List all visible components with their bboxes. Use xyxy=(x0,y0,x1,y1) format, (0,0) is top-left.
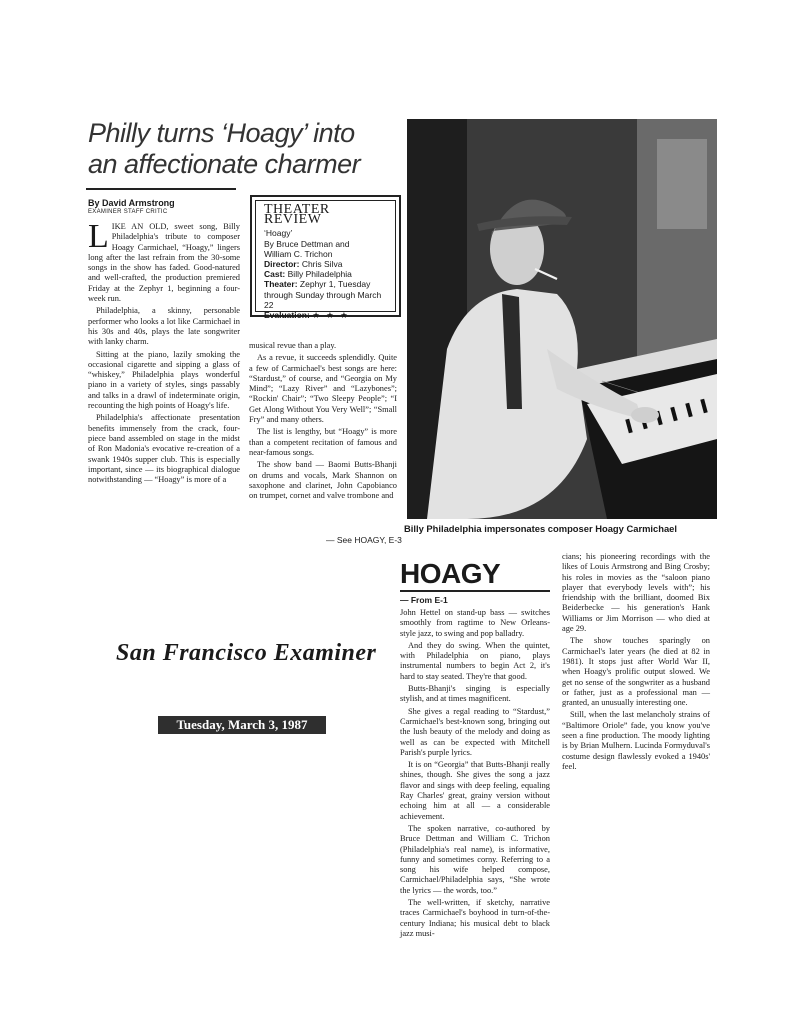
paragraph: Sitting at the piano, lazily smoking the occasional cigarette and sipping a glass of “whiskey,” Philadelphia plays wonderful piano in a variety of styles, sings passably and talks in a drawl of indeterminate origin, recounting the high points of Hoagy's life. xyxy=(88,349,240,411)
article-column-1 xyxy=(88,218,240,487)
review-cast xyxy=(264,269,387,279)
theater-review-box xyxy=(250,195,401,321)
paragraph xyxy=(88,218,240,304)
paragraph: And they do swing. When the quintet, with Philadelphia on piano, plays instrumental numbers to begin Act 2, it's hard to stay seated. They're that good. xyxy=(400,640,550,681)
drop-cap: L xyxy=(88,218,109,255)
review-theater-label: Theater: xyxy=(264,279,298,290)
paragraph-text: IKE AN OLD, sweet song, Billy Philadelphia's tribute to composer Hoagy Carmichael, “Hoagy,” lingers long after the last refrain from the 30-some songs in the show has faded. Good-natured and well-crafted, the production premiered Friday at the Zephyr 1, beginning a four-week run. xyxy=(88,222,240,304)
review-director xyxy=(264,259,387,269)
review-director-label: Director: xyxy=(264,259,300,270)
paragraph: It is on “Georgia” that Butts-Bhanji really shines, though. She gives the song a jazz flavor and sings with deep feeling, equaling Ray Charles' great, grainy version without echoing him at all — a considerable achievement. xyxy=(400,760,550,821)
paragraph: The list is lengthy, but “Hoagy” is more than a competent recitation of famous and near-famous songs. xyxy=(249,427,397,457)
jump-column-a xyxy=(400,608,550,941)
article-column-2 xyxy=(249,341,397,503)
paragraph: She gives a regal reading to “Stardust,” Carmichael's best-known song, bringing out the lush beauty of the melody and doing as well as can be expected with Mitchell Parish's purple lyrics. xyxy=(400,706,550,757)
review-evaluation-label: Evaluation: xyxy=(264,310,310,321)
paragraph: The show band — Baomi Butts-Bhanji on drums and vocals, Mark Shannon on saxophone and clarinet, John Capobianco on trumpet, cornet and valve trombone and xyxy=(249,460,397,501)
headline xyxy=(88,118,408,180)
paragraph: The spoken narrative, co-authored by Bruce Dettman and William C. Trichon (Philadelphia's real name), is informative, funny and sometimes corny. Referring to a song his wife helped compose, Carmichael/Philadelphia says, “She wrote the lyrics — the words, too.” xyxy=(400,823,550,895)
paragraph: musical revue than a play. xyxy=(249,341,337,350)
paragraph: The show touches sparingly on Carmichael's later years (he died at 82 in 1981). It stops just after World War II, when Hoagy's prolific output slowed. We get no sense of the songwriter as a husband or father, just as a professional man — granted, an unusually interesting one. xyxy=(562,636,710,708)
review-theater-value: Zephyr 1, Tuesday through Sunday through March 22 xyxy=(264,279,382,310)
review-stars: ★ ★ ★ xyxy=(312,310,350,321)
paragraph: As a revue, it succeeds splendidly. Quite a few of Carmichael's best songs are here: “Stardust,” of course, and “Georgia on My Mind”; “Lazy River” and “Lazybones”; “Rockin' Chair”; “Two Sleepy People”; “I Get Along Without You Very Well”; “Small Fry” and many others. xyxy=(249,353,397,425)
headline-line-2: an affectionate charmer xyxy=(88,149,361,179)
theater-review-inner xyxy=(255,200,396,321)
publication-date: Tuesday, March 3, 1987 xyxy=(158,716,326,734)
review-writers-2: William C. Trichon xyxy=(264,248,333,259)
review-cast-value: Billy Philadelphia xyxy=(287,269,352,280)
byline-role: EXAMINER STAFF CRITIC xyxy=(88,209,168,215)
paragraph: Still, when the last melancholy strains of “Baltimore Oriole” fade, you know you've seen a fine production. The moody lighting is by Brian Mulhern. Lucinda Formyduval's costume design flawlessly evoked a 1940s' feel. xyxy=(562,710,710,771)
review-title: THEATER REVIEW xyxy=(264,202,330,228)
paragraph: cians; his pioneering recordings with the likes of Louis Armstrong and Bing Crosby; his roles in movies as the “saloon piano player that everybody levels with”; his friendship with the brilliant, doomed Bix Beiderbecke — his generation's Hank Williams or Jim Morrison — who died at age 29. xyxy=(562,552,710,634)
paragraph: Butts-Bhanji's singing is especially stylish, and at times magnificent. xyxy=(400,684,550,704)
jump-column-b xyxy=(562,552,710,774)
photo-caption: Billy Philadelphia impersonates composer Hoagy Carmichael xyxy=(404,523,678,534)
newspaper-masthead: San Francisco Examiner xyxy=(116,640,377,666)
review-director-value: Chris Silva xyxy=(301,259,343,270)
paragraph: Philadelphia, a skinny, personable performer who looks a lot like Carmichael in his 30s and 40s, plays the late songwriter with lanky charm. xyxy=(88,306,240,347)
paragraph: John Hettel on stand-up bass — switches smoothly from ragtime to New Orleans-style jazz, to swing and pop balladry. xyxy=(400,608,550,638)
paragraph: Philadelphia's affectionate presentation benefits immensely from the crack, four-piece band assembled on stage in the midst of Ron Madonia's evocative re-creation of a swank 1940s supper club. This is especially important, since — its biographical dialogue notwithstanding — “Hoagy” is more of a xyxy=(88,413,240,485)
review-writers-1: By Bruce Dettman and xyxy=(264,238,350,249)
headline-line-1: Philly turns ‘Hoagy’ into xyxy=(88,118,355,148)
byline-rule xyxy=(86,188,236,190)
jump-rule xyxy=(400,590,550,592)
review-evaluation xyxy=(264,310,387,320)
review-theater xyxy=(264,279,387,310)
jump-from-line: — From E-1 xyxy=(400,595,448,605)
photo-billy-philadelphia xyxy=(407,119,717,519)
jump-headline: HOAGY xyxy=(400,558,501,589)
review-cast-label: Cast: xyxy=(264,269,286,280)
byline-author: By David Armstrong xyxy=(88,198,175,208)
photo-illustration xyxy=(407,119,717,519)
review-show: ‘Hoagy’ xyxy=(264,228,293,239)
paragraph: The well-written, if sketchy, narrative traces Carmichael's boyhood in turn-of-the-century Indiana; his musical debt to black jazz musi- xyxy=(400,898,550,938)
continued-reference: — See HOAGY, E-3 xyxy=(326,535,402,545)
